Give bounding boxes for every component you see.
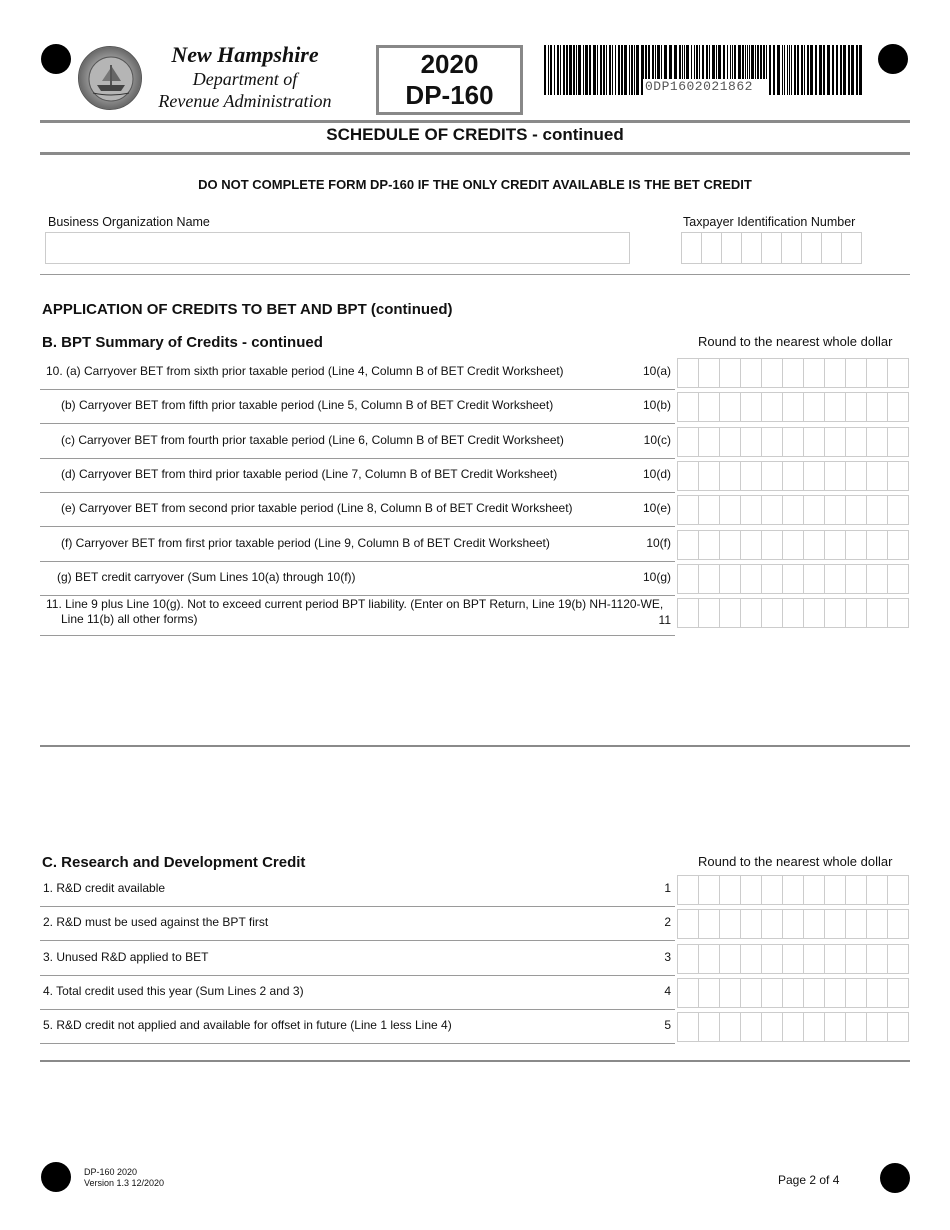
amount-digit-cell[interactable]	[845, 978, 867, 1008]
amount-digit-cell[interactable]	[824, 978, 846, 1008]
amount-digit-cell[interactable]	[887, 495, 909, 525]
amount-digit-cell[interactable]	[824, 875, 846, 905]
amount-digit-cell[interactable]	[824, 358, 846, 388]
amount-digit-cell[interactable]	[698, 392, 720, 422]
rd-line-number: 1	[664, 881, 671, 895]
amount-digit-cell[interactable]	[866, 461, 888, 491]
amount-digit-cell[interactable]	[782, 530, 804, 560]
amount-digit-cell[interactable]	[719, 564, 741, 594]
rd-line-description: 1. R&D credit available	[43, 881, 166, 895]
amount-digit-cell[interactable]	[719, 358, 741, 388]
rd-line-row	[40, 908, 675, 941]
amount-digit-cell[interactable]	[845, 358, 867, 388]
amount-digit-cell[interactable]	[803, 392, 825, 422]
bpt-amount-input[interactable]	[677, 358, 908, 388]
amount-digit-cell[interactable]	[824, 461, 846, 491]
tin-digit-cell[interactable]	[761, 232, 782, 264]
section-b-end-rule	[40, 745, 910, 747]
amount-digit-cell[interactable]	[866, 1012, 888, 1042]
amount-digit-cell[interactable]	[887, 358, 909, 388]
amount-digit-cell[interactable]	[698, 875, 720, 905]
amount-digit-cell[interactable]	[887, 1012, 909, 1042]
amount-digit-cell[interactable]	[887, 392, 909, 422]
amount-digit-cell[interactable]	[740, 875, 762, 905]
header-rule-bottom	[40, 152, 910, 155]
amount-digit-cell[interactable]	[866, 495, 888, 525]
amount-digit-cell[interactable]	[677, 495, 699, 525]
rd-line-row	[40, 874, 675, 907]
tin-digit-cell[interactable]	[841, 232, 862, 264]
page-number: Page 2 of 4	[778, 1173, 840, 1187]
bpt-line-number: 10(b)	[642, 398, 671, 413]
amount-digit-cell[interactable]	[698, 978, 720, 1008]
section-c-round-note: Round to the nearest whole dollar	[698, 854, 893, 869]
amount-digit-cell[interactable]	[782, 564, 804, 594]
registration-mark-bottom-left	[41, 1162, 71, 1192]
amount-digit-cell[interactable]	[719, 598, 741, 628]
section-c-end-rule	[40, 1060, 910, 1062]
amount-digit-cell[interactable]	[845, 427, 867, 457]
amount-digit-cell[interactable]	[866, 978, 888, 1008]
amount-digit-cell[interactable]	[698, 1012, 720, 1042]
amount-digit-cell[interactable]	[824, 944, 846, 974]
amount-digit-cell[interactable]	[845, 564, 867, 594]
amount-digit-cell[interactable]	[803, 875, 825, 905]
amount-digit-cell[interactable]	[866, 358, 888, 388]
amount-digit-cell[interactable]	[677, 427, 699, 457]
tin-digit-cell[interactable]	[701, 232, 722, 264]
amount-digit-cell[interactable]	[845, 944, 867, 974]
amount-digit-cell[interactable]	[845, 875, 867, 905]
org-name-input[interactable]	[45, 232, 630, 264]
amount-digit-cell[interactable]	[782, 1012, 804, 1042]
footer-form-year: DP-160 2020	[84, 1167, 138, 1177]
amount-digit-cell[interactable]	[761, 1012, 783, 1042]
amount-digit-cell[interactable]	[782, 392, 804, 422]
bpt-line-row	[40, 597, 675, 636]
bpt-line-number: 10(a)	[642, 364, 671, 378]
amount-digit-cell[interactable]	[740, 392, 762, 422]
amount-digit-cell[interactable]	[677, 530, 699, 560]
amount-digit-cell[interactable]	[698, 427, 720, 457]
rd-amount-input[interactable]	[677, 978, 908, 1008]
amount-digit-cell[interactable]	[866, 598, 888, 628]
bpt-line-description-cont: Line 11(b) all other forms)	[61, 612, 198, 627]
amount-digit-cell[interactable]	[719, 944, 741, 974]
amount-digit-cell[interactable]	[866, 564, 888, 594]
amount-digit-cell[interactable]	[782, 598, 804, 628]
amount-digit-cell[interactable]	[761, 564, 783, 594]
amount-digit-cell[interactable]	[698, 530, 720, 560]
amount-digit-cell[interactable]	[677, 358, 699, 388]
bpt-line-row	[40, 529, 675, 562]
amount-digit-cell[interactable]	[887, 909, 909, 939]
amount-digit-cell[interactable]	[803, 495, 825, 525]
amount-digit-cell[interactable]	[740, 909, 762, 939]
amount-digit-cell[interactable]	[803, 530, 825, 560]
amount-digit-cell[interactable]	[698, 564, 720, 594]
bpt-line-row	[40, 426, 675, 459]
bpt-line-description: (g) BET credit carryover (Sum Lines 10(a) through 10(f))	[57, 569, 356, 584]
bpt-line-description: (d) Carryover BET from third prior taxable period (Line 7, Column B of BET Credit Worksheet)	[61, 466, 558, 481]
amount-digit-cell[interactable]	[782, 909, 804, 939]
amount-digit-cell[interactable]	[740, 495, 762, 525]
bpt-line-number: 10(e)	[642, 501, 671, 516]
bpt-line-description: 11. Line 9 plus Line 10(g). Not to exceed current period BPT liability. (Enter on BPT Return, Line 19(b) NH-1120-WE,	[46, 597, 664, 612]
amount-digit-cell[interactable]	[761, 875, 783, 905]
rd-line-description: 5. R&D credit not applied and available for offset in future (Line 1 less Line 4)	[43, 1018, 452, 1033]
warning-text: DO NOT COMPLETE FORM DP-160 IF THE ONLY CREDIT AVAILABLE IS THE BET CREDIT	[198, 177, 752, 192]
amount-digit-cell[interactable]	[845, 1012, 867, 1042]
amount-digit-cell[interactable]	[677, 1012, 699, 1042]
amount-digit-cell[interactable]	[761, 530, 783, 560]
amount-digit-cell[interactable]	[698, 461, 720, 491]
amount-digit-cell[interactable]	[698, 358, 720, 388]
amount-digit-cell[interactable]	[824, 495, 846, 525]
amount-digit-cell[interactable]	[803, 358, 825, 388]
amount-digit-cell[interactable]	[803, 978, 825, 1008]
agency-line-1: Department of	[192, 69, 298, 89]
amount-digit-cell[interactable]	[677, 909, 699, 939]
amount-digit-cell[interactable]	[698, 909, 720, 939]
tin-digit-cell[interactable]	[681, 232, 702, 264]
rd-line-number: 4	[664, 983, 671, 998]
amount-digit-cell[interactable]	[677, 598, 699, 628]
section-a-heading: APPLICATION OF CREDITS TO BET AND BPT (continued)	[42, 301, 453, 318]
bpt-amount-input[interactable]	[677, 530, 908, 560]
amount-digit-cell[interactable]	[719, 909, 741, 939]
amount-digit-cell[interactable]	[761, 427, 783, 457]
section-b-round-note: Round to the nearest whole dollar	[698, 334, 893, 349]
amount-digit-cell[interactable]	[740, 944, 762, 974]
id-divider	[40, 274, 910, 275]
amount-digit-cell[interactable]	[824, 1012, 846, 1042]
amount-digit-cell[interactable]	[740, 530, 762, 560]
amount-digit-cell[interactable]	[803, 1012, 825, 1042]
amount-digit-cell[interactable]	[782, 944, 804, 974]
footer-version: Version 1.3 12/2020	[84, 1178, 165, 1188]
bpt-line-row	[40, 460, 675, 493]
amount-digit-cell[interactable]	[719, 427, 741, 457]
amount-digit-cell[interactable]	[782, 358, 804, 388]
amount-digit-cell[interactable]	[677, 875, 699, 905]
amount-digit-cell[interactable]	[782, 495, 804, 525]
amount-digit-cell[interactable]	[761, 909, 783, 939]
amount-digit-cell[interactable]	[740, 1012, 762, 1042]
amount-digit-cell[interactable]	[887, 875, 909, 905]
form-year: 2020	[420, 49, 479, 79]
amount-digit-cell[interactable]	[698, 495, 720, 525]
bpt-line-number: 10(f)	[646, 535, 671, 550]
amount-digit-cell[interactable]	[698, 598, 720, 628]
state-seal-icon	[78, 46, 142, 110]
bpt-line-description: (b) Carryover BET from fifth prior taxable period (Line 5, Column B of BET Credit Worksheet)	[61, 398, 554, 413]
bpt-line-description: (e) Carryover BET from second prior taxable period (Line 8, Column B of BET Credit Worksheet)	[61, 501, 573, 516]
amount-digit-cell[interactable]	[740, 564, 762, 594]
amount-digit-cell[interactable]	[761, 598, 783, 628]
amount-digit-cell[interactable]	[824, 909, 846, 939]
agency-state: New Hampshire	[171, 42, 319, 67]
registration-mark-bottom-right	[880, 1163, 910, 1193]
amount-digit-cell[interactable]	[761, 358, 783, 388]
amount-digit-cell[interactable]	[740, 598, 762, 628]
amount-digit-cell[interactable]	[761, 944, 783, 974]
amount-digit-cell[interactable]	[887, 978, 909, 1008]
page-title: SCHEDULE OF CREDITS - continued	[326, 125, 624, 144]
amount-digit-cell[interactable]	[740, 461, 762, 491]
amount-digit-cell[interactable]	[845, 461, 867, 491]
amount-digit-cell[interactable]	[803, 944, 825, 974]
footer-form-info	[84, 1167, 164, 1189]
bpt-line-number: 10(c)	[643, 432, 671, 447]
amount-digit-cell[interactable]	[803, 427, 825, 457]
tin-label: Taxpayer Identification Number	[683, 215, 856, 229]
amount-digit-cell[interactable]	[845, 530, 867, 560]
amount-digit-cell[interactable]	[866, 875, 888, 905]
amount-digit-cell[interactable]	[887, 461, 909, 491]
rd-line-row	[40, 977, 675, 1010]
rd-line-row	[40, 943, 675, 976]
bpt-line-description: (c) Carryover BET from fourth prior taxable period (Line 6, Column B of BET Credit Worksheet)	[61, 432, 564, 447]
bpt-amount-input[interactable]	[677, 392, 908, 422]
amount-digit-cell[interactable]	[824, 530, 846, 560]
rd-line-description: 2. R&D must be used against the BPT first	[43, 915, 269, 930]
amount-digit-cell[interactable]	[740, 978, 762, 1008]
amount-digit-cell[interactable]	[782, 461, 804, 491]
org-name-label: Business Organization Name	[48, 215, 210, 229]
amount-digit-cell[interactable]	[887, 564, 909, 594]
amount-digit-cell[interactable]	[887, 427, 909, 457]
amount-digit-cell[interactable]	[845, 909, 867, 939]
form-id: DP-160	[405, 80, 494, 110]
amount-digit-cell[interactable]	[698, 944, 720, 974]
bpt-amount-input[interactable]	[677, 427, 908, 457]
tin-digit-cell[interactable]	[741, 232, 762, 264]
tin-digit-cell[interactable]	[801, 232, 822, 264]
amount-digit-cell[interactable]	[803, 598, 825, 628]
bpt-line-number: 10(g)	[642, 569, 671, 584]
rd-amount-input[interactable]	[677, 909, 908, 939]
amount-digit-cell[interactable]	[677, 461, 699, 491]
bpt-line-row	[40, 563, 675, 596]
amount-digit-cell[interactable]	[677, 978, 699, 1008]
bpt-line-number: 11	[658, 613, 671, 628]
amount-digit-cell[interactable]	[719, 978, 741, 1008]
section-c-heading: C. Research and Development Credit	[42, 854, 306, 871]
amount-digit-cell[interactable]	[887, 598, 909, 628]
bpt-line-row	[40, 357, 675, 390]
rd-amount-input[interactable]	[677, 944, 908, 974]
rd-amount-input[interactable]	[677, 1012, 908, 1042]
amount-digit-cell[interactable]	[677, 392, 699, 422]
amount-digit-cell[interactable]	[677, 944, 699, 974]
tin-digit-cell[interactable]	[781, 232, 802, 264]
amount-digit-cell[interactable]	[887, 530, 909, 560]
amount-digit-cell[interactable]	[719, 530, 741, 560]
tin-digit-cell[interactable]	[721, 232, 742, 264]
amount-digit-cell[interactable]	[719, 1012, 741, 1042]
amount-digit-cell[interactable]	[782, 427, 804, 457]
bpt-amount-input[interactable]	[677, 564, 908, 594]
amount-digit-cell[interactable]	[866, 427, 888, 457]
rd-line-number: 5	[664, 1018, 671, 1033]
amount-digit-cell[interactable]	[866, 944, 888, 974]
amount-digit-cell[interactable]	[719, 461, 741, 491]
amount-digit-cell[interactable]	[719, 392, 741, 422]
agency-name	[140, 42, 350, 112]
amount-digit-cell[interactable]	[761, 461, 783, 491]
barcode-number: 0DP1602021862	[643, 79, 767, 95]
bpt-line-row	[40, 391, 675, 424]
amount-digit-cell[interactable]	[740, 427, 762, 457]
amount-digit-cell[interactable]	[866, 909, 888, 939]
tin-digit-cell[interactable]	[821, 232, 842, 264]
amount-digit-cell[interactable]	[803, 461, 825, 491]
rd-line-number: 3	[664, 949, 671, 964]
amount-digit-cell[interactable]	[761, 495, 783, 525]
rd-amount-input[interactable]	[677, 875, 908, 905]
amount-digit-cell[interactable]	[782, 875, 804, 905]
bpt-line-row	[40, 494, 675, 527]
amount-digit-cell[interactable]	[866, 392, 888, 422]
registration-mark-top-right	[878, 44, 908, 74]
amount-digit-cell[interactable]	[740, 358, 762, 388]
amount-digit-cell[interactable]	[845, 598, 867, 628]
amount-digit-cell[interactable]	[845, 392, 867, 422]
amount-digit-cell[interactable]	[887, 944, 909, 974]
tin-input[interactable]	[681, 232, 861, 264]
amount-digit-cell[interactable]	[866, 530, 888, 560]
bpt-line-number: 10(d)	[642, 466, 671, 481]
amount-digit-cell[interactable]	[803, 564, 825, 594]
amount-digit-cell[interactable]	[719, 495, 741, 525]
bpt-line-description: 10. (a) Carryover BET from sixth prior taxable period (Line 4, Column B of BET Credit Worksheet)	[46, 364, 564, 378]
amount-digit-cell[interactable]	[824, 392, 846, 422]
amount-digit-cell[interactable]	[761, 978, 783, 1008]
amount-digit-cell[interactable]	[761, 392, 783, 422]
amount-digit-cell[interactable]	[677, 564, 699, 594]
amount-digit-cell[interactable]	[803, 909, 825, 939]
amount-digit-cell[interactable]	[824, 427, 846, 457]
bpt-amount-input[interactable]	[677, 495, 908, 525]
section-b-heading: B. BPT Summary of Credits - continued	[42, 334, 323, 351]
bpt-amount-input[interactable]	[677, 598, 908, 628]
rd-line-description: 4. Total credit used this year (Sum Lines 2 and 3)	[43, 983, 304, 998]
rd-line-description: 3. Unused R&D applied to BET	[43, 949, 209, 964]
bpt-amount-input[interactable]	[677, 461, 908, 491]
bpt-line-description: (f) Carryover BET from first prior taxable period (Line 9, Column B of BET Credit Worksheet)	[61, 535, 550, 550]
amount-digit-cell[interactable]	[845, 495, 867, 525]
rd-line-row	[40, 1011, 675, 1044]
amount-digit-cell[interactable]	[824, 564, 846, 594]
header-rule-top	[40, 120, 910, 123]
amount-digit-cell[interactable]	[719, 875, 741, 905]
form-id-box	[376, 45, 523, 115]
amount-digit-cell[interactable]	[782, 978, 804, 1008]
rd-line-number: 2	[664, 915, 671, 930]
amount-digit-cell[interactable]	[824, 598, 846, 628]
agency-line-2: Revenue Administration	[158, 91, 332, 111]
registration-mark-top-left	[41, 44, 71, 74]
